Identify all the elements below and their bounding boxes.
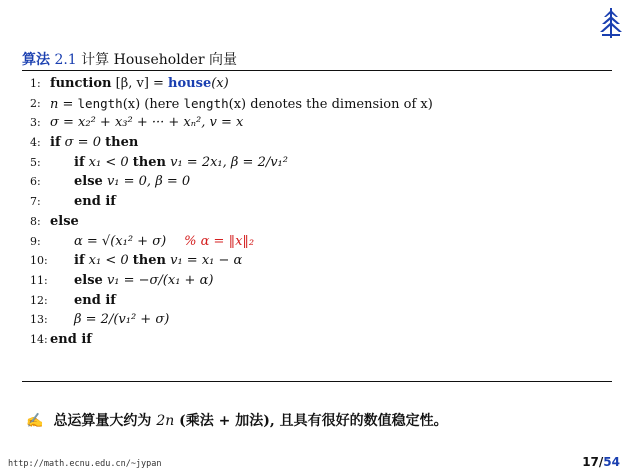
line-number: 1:: [30, 77, 41, 90]
line-number: 14:: [30, 332, 48, 346]
algo-line: [22, 153, 612, 173]
note-math: 2n: [156, 413, 175, 429]
algo-line: [22, 330, 612, 350]
line-number: 5:: [30, 155, 41, 169]
algo-line: [22, 232, 612, 252]
code-text: α = √(x₁² + σ): [74, 233, 167, 249]
keyword: if: [74, 253, 85, 269]
code-text: β = 2/(v₁² + σ): [74, 312, 170, 328]
code-text: x₁ < 0: [84, 154, 133, 170]
algorithm-title-text: 计算 Householder 向量: [81, 52, 238, 68]
algo-line: [22, 113, 612, 133]
note-text: (乘法 + 加法), 且具有很好的数值稳定性。: [174, 413, 448, 429]
algo-line: [22, 291, 612, 311]
algorithm-number: 2.1: [54, 52, 77, 68]
algo-line: [22, 251, 612, 271]
code-text: (x) denotes the dimension of x): [228, 96, 433, 112]
complexity-note: [26, 410, 448, 430]
note-text: 总运算量大约为: [53, 413, 157, 429]
line-number: 10:: [30, 254, 48, 268]
keyword: end if: [74, 292, 116, 308]
code-text: v₁ = 0, β = 0: [102, 174, 191, 190]
algo-line: [22, 94, 612, 114]
line-number: 7:: [30, 195, 41, 209]
line-number: 13:: [30, 313, 48, 327]
keyword: if: [50, 135, 61, 151]
keyword: if: [74, 154, 85, 170]
keyword: else: [50, 213, 79, 229]
line-number: 2:: [30, 96, 41, 110]
code-text: (x): [211, 76, 229, 91]
comment-text: % α = ‖x‖₂: [184, 233, 255, 249]
code-text: v₁ = 2x₁, β = 2/v₁²: [165, 154, 288, 170]
algo-line: [22, 192, 612, 212]
footer-url[interactable]: http://math.ecnu.edu.cn/~jypan: [8, 459, 162, 469]
ecnu-tree-logo-icon: [598, 8, 624, 38]
page-indicator: 17/54: [582, 455, 620, 469]
mono-text: length: [77, 95, 123, 111]
algo-line: [22, 310, 612, 330]
algorithm-bottom-rule: [22, 381, 612, 382]
keyword: then: [105, 135, 139, 151]
code-text: (x) (here: [122, 96, 184, 112]
code-text: [β, v] =: [111, 76, 169, 91]
algorithm-title: [22, 50, 612, 71]
algo-line: [22, 172, 612, 192]
page-current: 17: [582, 455, 599, 469]
keyword: end if: [50, 331, 92, 347]
code-text: v₁ = −σ/(x₁ + α): [102, 272, 214, 288]
page-total[interactable]: 54: [603, 455, 620, 469]
algorithm-label: 算法: [22, 52, 50, 68]
line-number: 11:: [30, 273, 48, 287]
algo-line: [22, 133, 612, 153]
algo-line: [22, 74, 612, 94]
line-number: 3:: [30, 116, 41, 130]
code-text: v₁ = x₁ − α: [165, 253, 243, 269]
keyword: else: [74, 174, 103, 190]
algo-line: [22, 271, 612, 291]
line-number: 12:: [30, 293, 48, 307]
mono-text: length: [183, 95, 229, 111]
keyword: then: [132, 253, 166, 269]
keyword: then: [132, 154, 166, 170]
algorithm-body: [22, 74, 612, 350]
line-number: 8:: [30, 214, 41, 228]
line-number: 4:: [30, 136, 41, 150]
code-text: n =: [50, 96, 78, 112]
function-name: house: [168, 76, 212, 91]
pen-hand-icon: ✍: [26, 413, 44, 429]
algo-line: [22, 212, 612, 232]
code-text: x₁ < 0: [84, 253, 133, 269]
keyword: function: [50, 76, 112, 91]
line-number: 6:: [30, 175, 41, 189]
code-text: σ = x₂² + x₃² + ··· + xₙ², v = x: [50, 115, 244, 131]
line-number: 9:: [30, 234, 41, 248]
keyword: end if: [74, 194, 116, 210]
keyword: else: [74, 272, 103, 288]
code-text: σ = 0: [60, 135, 106, 151]
